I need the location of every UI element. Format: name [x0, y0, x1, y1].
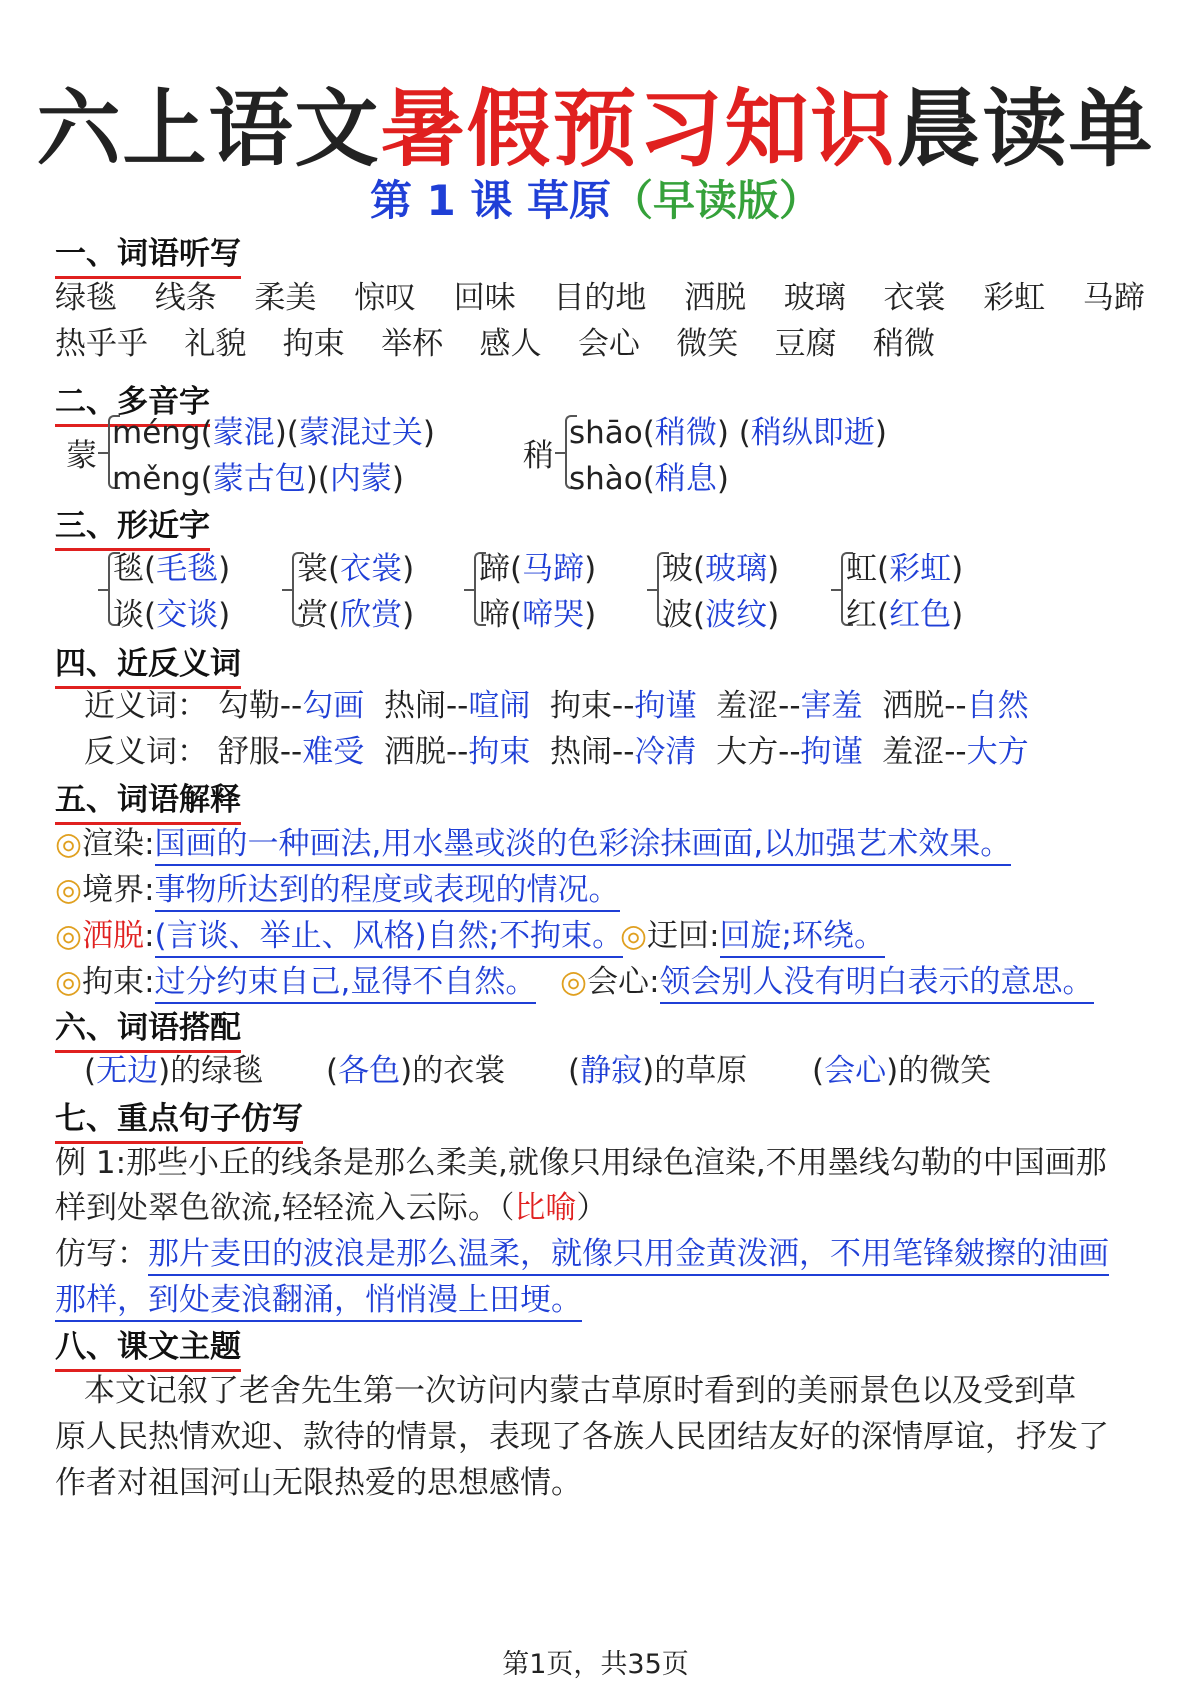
similar-char: 玻(玻璃) [662, 551, 780, 587]
similar-char: 裳(衣裳) [297, 551, 415, 587]
pair-word: 勾画 [302, 688, 365, 724]
antonym-row [84, 726, 1029, 771]
sentence-text: 样到处翠色欲流,轻轻流入云际。（ [55, 1190, 515, 1226]
definition: 事物所达到的程度或表现的情况。 [155, 872, 620, 912]
definition-item: ◎洒脱:(言谈、举止、风格)自然;不拘束。 [55, 910, 623, 955]
vocab-word: 衣裳 [883, 280, 946, 316]
polyphone-reading [112, 407, 435, 452]
definition-item: ◎拘束:过分约束自己,显得不自然。 [55, 956, 536, 1001]
similar-char: 啼(啼哭) [479, 597, 597, 633]
section-heading-text: 五、词语解释 [55, 782, 241, 818]
section-heading-text: 六、词语搭配 [55, 1010, 241, 1046]
polyphone-char: 蒙 [66, 438, 97, 474]
vocab-word: 柔美 [254, 280, 317, 316]
noun-phrase: 的衣裳 [412, 1053, 506, 1089]
dash: -- [279, 688, 303, 724]
dash: -- [778, 734, 801, 770]
example-word: 啼哭 [522, 597, 585, 633]
example-word: 波纹 [705, 597, 768, 633]
collocation-item: (无边)的绿毯 [84, 1053, 264, 1089]
lesson-subtitle [0, 168, 1191, 228]
title-part-3: 晨读单 [896, 80, 1155, 178]
vocab-row-2 [55, 318, 935, 363]
vocab-word: 微笑 [676, 326, 739, 362]
example-word: 马蹄 [522, 551, 585, 587]
pinyin: méng( [112, 415, 213, 451]
title-part-1: 六上语文 [36, 80, 381, 178]
pinyin: měng( [112, 461, 213, 497]
section-heading-text: 四、近反义词 [55, 646, 241, 682]
punct: )( [274, 415, 299, 451]
lesson-name: 第 1 课 草原 [369, 176, 612, 225]
example-word: 蒙混过关 [298, 415, 423, 451]
noun-phrase: 的草原 [654, 1053, 748, 1089]
section-heading-text: 八、课文主题 [55, 1329, 241, 1365]
pair-word: 拘束 [468, 734, 531, 770]
section-heading-5 [55, 774, 241, 819]
similar-char: 毯(毛毯) [113, 551, 231, 587]
vocab-word: 豆腐 [774, 326, 837, 362]
vocab-word: 回味 [453, 280, 516, 316]
pinyin: shào( [569, 461, 655, 497]
polyphone-reading [112, 453, 404, 498]
term: 迂回 [647, 918, 710, 954]
char: 蹄 [479, 551, 510, 587]
theme-paragraph-line: 作者对祖国河山无限热爱的思想感情。 [55, 1465, 582, 1501]
char: 谈 [113, 597, 144, 633]
punct: ) ( [716, 415, 751, 451]
example-word: 蒙古包 [212, 461, 306, 497]
example-word: 稍纵即逝 [750, 415, 875, 451]
bullet-icon: ◎ [620, 918, 648, 954]
dash: -- [778, 688, 801, 724]
word: 拘束 [550, 688, 613, 724]
similar-char: 红(红色) [846, 597, 964, 633]
pair-word: 自然 [966, 688, 1029, 724]
vocab-word: 玻璃 [783, 280, 846, 316]
vocab-word: 拘束 [282, 326, 345, 362]
definition-item: ◎渲染:国画的一种画法,用水墨或淡的色彩涂抹画面,以加强艺术效果。 [55, 818, 1011, 863]
example-sentence-line [55, 1182, 607, 1227]
definition: 过分约束自己,显得不自然。 [155, 964, 537, 1004]
word: 羞涩 [716, 688, 779, 724]
example-word: 蒙混 [212, 415, 275, 451]
vocab-word: 热乎乎 [55, 326, 148, 362]
section-heading-7 [55, 1093, 303, 1138]
char: 啼 [479, 597, 510, 633]
theme-paragraph-line: 本文记叙了老舍先生第一次访问内蒙古草原时看到的美丽景色以及受到草 [84, 1373, 1076, 1409]
definition: 领会别人没有明白表示的意思。 [660, 964, 1094, 1004]
definition: 回旋;环绕。 [720, 918, 885, 958]
punct: ) [422, 415, 436, 451]
definition: (言谈、举止、风格)自然;不拘束。 [155, 918, 624, 958]
fill-word: 会心 [824, 1053, 887, 1089]
section-heading-text: 二、多音字 [55, 384, 210, 420]
similar-char: 蹄(马蹄) [479, 551, 597, 587]
section-heading-6 [55, 1002, 241, 1047]
example-word: 欣赏 [340, 597, 403, 633]
section-heading-8 [55, 1321, 241, 1366]
term: 洒脱 [82, 918, 145, 954]
vocab-word: 举杯 [381, 326, 444, 362]
page-number: 第1页，共35页 [502, 1649, 689, 1680]
definition-item: ◎会心:领会别人没有明白表示的意思。 [560, 956, 1094, 1001]
definition-item: ◎迂回:回旋;环绕。 [620, 910, 885, 955]
pair-word: 大方 [966, 734, 1029, 770]
fill-word: 静寂 [580, 1053, 643, 1089]
example-word: 稍微 [654, 415, 717, 451]
dash: -- [612, 734, 635, 770]
example-word: 交谈 [156, 597, 219, 633]
pair-word: 难受 [302, 734, 365, 770]
section-heading-text: 三、形近字 [55, 508, 210, 544]
word: 洒脱 [882, 688, 945, 724]
fill-word: 各色 [338, 1053, 401, 1089]
fill-word: 无边 [96, 1053, 159, 1089]
dash: -- [445, 734, 469, 770]
term: 拘束 [82, 964, 145, 1000]
vocab-word: 惊叹 [354, 280, 417, 316]
punct: )( [305, 461, 330, 497]
word: 勾勒 [217, 688, 280, 724]
collocation-item: (会心)的微笑 [812, 1053, 992, 1089]
definition-item: ◎境界:事物所达到的程度或表现的情况。 [55, 864, 620, 909]
vocab-word: 线条 [154, 280, 217, 316]
row-label: 近义词： [84, 688, 208, 724]
dash: -- [944, 734, 967, 770]
pinyin: shāo( [569, 415, 655, 451]
collocation-item: (静寂)的草原 [568, 1053, 748, 1089]
similar-char: 虹(彩虹) [846, 551, 964, 587]
synonym-row [84, 680, 1029, 725]
bullet-icon: ◎ [55, 826, 83, 862]
row-label: 反义词： [84, 734, 208, 770]
vocab-word: 洒脱 [684, 280, 747, 316]
word: 大方 [716, 734, 779, 770]
word: 舒服 [217, 734, 280, 770]
vocab-word: 马蹄 [1082, 280, 1145, 316]
noun-phrase: 的绿毯 [170, 1053, 264, 1089]
bullet-icon: ◎ [55, 918, 83, 954]
rhetoric-tag: 比喻 [514, 1190, 577, 1226]
example-word: 彩虹 [889, 551, 952, 587]
imitation-sentence-line [55, 1274, 582, 1319]
dash: -- [279, 734, 303, 770]
page-title [0, 62, 1191, 183]
example-word: 稍息 [654, 461, 717, 497]
dash: -- [944, 688, 967, 724]
example-sentence-line: 例 1:那些小丘的线条是那么柔美,就像只用绿色渲染,不用墨线勾勒的中国画那 [55, 1145, 1107, 1181]
char: 红 [846, 597, 877, 633]
word: 羞涩 [882, 734, 945, 770]
section-heading-1 [55, 228, 241, 273]
collocation-item: (各色)的衣裳 [326, 1053, 506, 1089]
section-heading-4 [55, 638, 241, 683]
example-word: 内蒙 [329, 461, 392, 497]
punct: ） [576, 1190, 608, 1226]
pair-word: 冷清 [634, 734, 697, 770]
definition: 国画的一种画法,用水墨或淡的色彩涂抹画面,以加强艺术效果。 [155, 826, 1012, 866]
char: 毯 [113, 551, 144, 587]
word: 热闹 [550, 734, 613, 770]
example-word: 玻璃 [705, 551, 768, 587]
vocab-word: 绿毯 [55, 280, 117, 316]
imitation-sentence-line [55, 1228, 1109, 1273]
pair-word: 害羞 [800, 688, 863, 724]
char: 玻 [662, 551, 693, 587]
vocab-word: 稍微 [873, 326, 935, 362]
example-word: 红色 [889, 597, 952, 633]
punct: ) [716, 461, 729, 497]
vocab-word: 感人 [479, 326, 542, 362]
dash: -- [612, 688, 635, 724]
title-part-2: 暑假预习知识 [380, 80, 897, 178]
imitation-label: 仿写： [55, 1236, 148, 1272]
punct: ) [391, 461, 405, 497]
polyphone-reading [569, 453, 729, 498]
example-word: 毛毯 [156, 551, 219, 587]
vocab-word: 礼貌 [184, 326, 247, 362]
term: 会心 [587, 964, 650, 1000]
char: 波 [662, 597, 693, 633]
bullet-icon: ◎ [560, 964, 588, 1000]
punct: ) [874, 415, 888, 451]
vocab-row-1 [55, 272, 1145, 317]
bullet-icon: ◎ [55, 964, 83, 1000]
char: 虹 [846, 551, 877, 587]
char: 裳 [297, 551, 328, 587]
vocab-word: 目的地 [553, 280, 647, 316]
similar-char: 谈(交谈) [113, 597, 231, 633]
term: 境界 [82, 872, 145, 908]
similar-char: 波(波纹) [662, 597, 780, 633]
polyphone-char: 稍 [523, 438, 554, 474]
pair-word: 拘谨 [800, 734, 863, 770]
bullet-icon: ◎ [55, 872, 83, 908]
vocab-word: 会心 [577, 326, 640, 362]
theme-paragraph-line: 原人民热情欢迎、款待的情景，表现了各族人民团结友好的深情厚谊，抒发了 [55, 1419, 1109, 1455]
edition-tag: （早读版） [611, 176, 822, 225]
section-heading-text: 七、重点句子仿写 [55, 1101, 303, 1137]
similar-char: 赏(欣赏) [297, 597, 415, 633]
word: 热闹 [383, 688, 446, 724]
term: 渲染 [82, 826, 145, 862]
section-heading-text: 一、词语听写 [55, 236, 241, 272]
section-heading-3 [55, 500, 210, 545]
pair-word: 喧闹 [468, 688, 531, 724]
word: 洒脱 [383, 734, 446, 770]
polyphone-reading [569, 407, 887, 452]
char: 赏 [297, 597, 328, 633]
vocab-word: 彩虹 [983, 280, 1046, 316]
dash: -- [445, 688, 469, 724]
example-word: 衣裳 [340, 551, 403, 587]
imitation-text: 那片麦田的波浪是那么温柔，就像只用金黄泼洒，不用笔锋皴擦的油画 [148, 1236, 1109, 1276]
noun-phrase: 的微笑 [898, 1053, 992, 1089]
pair-word: 拘谨 [634, 688, 697, 724]
imitation-text: 那样，到处麦浪翻涌，悄悄漫上田埂。 [55, 1282, 582, 1322]
